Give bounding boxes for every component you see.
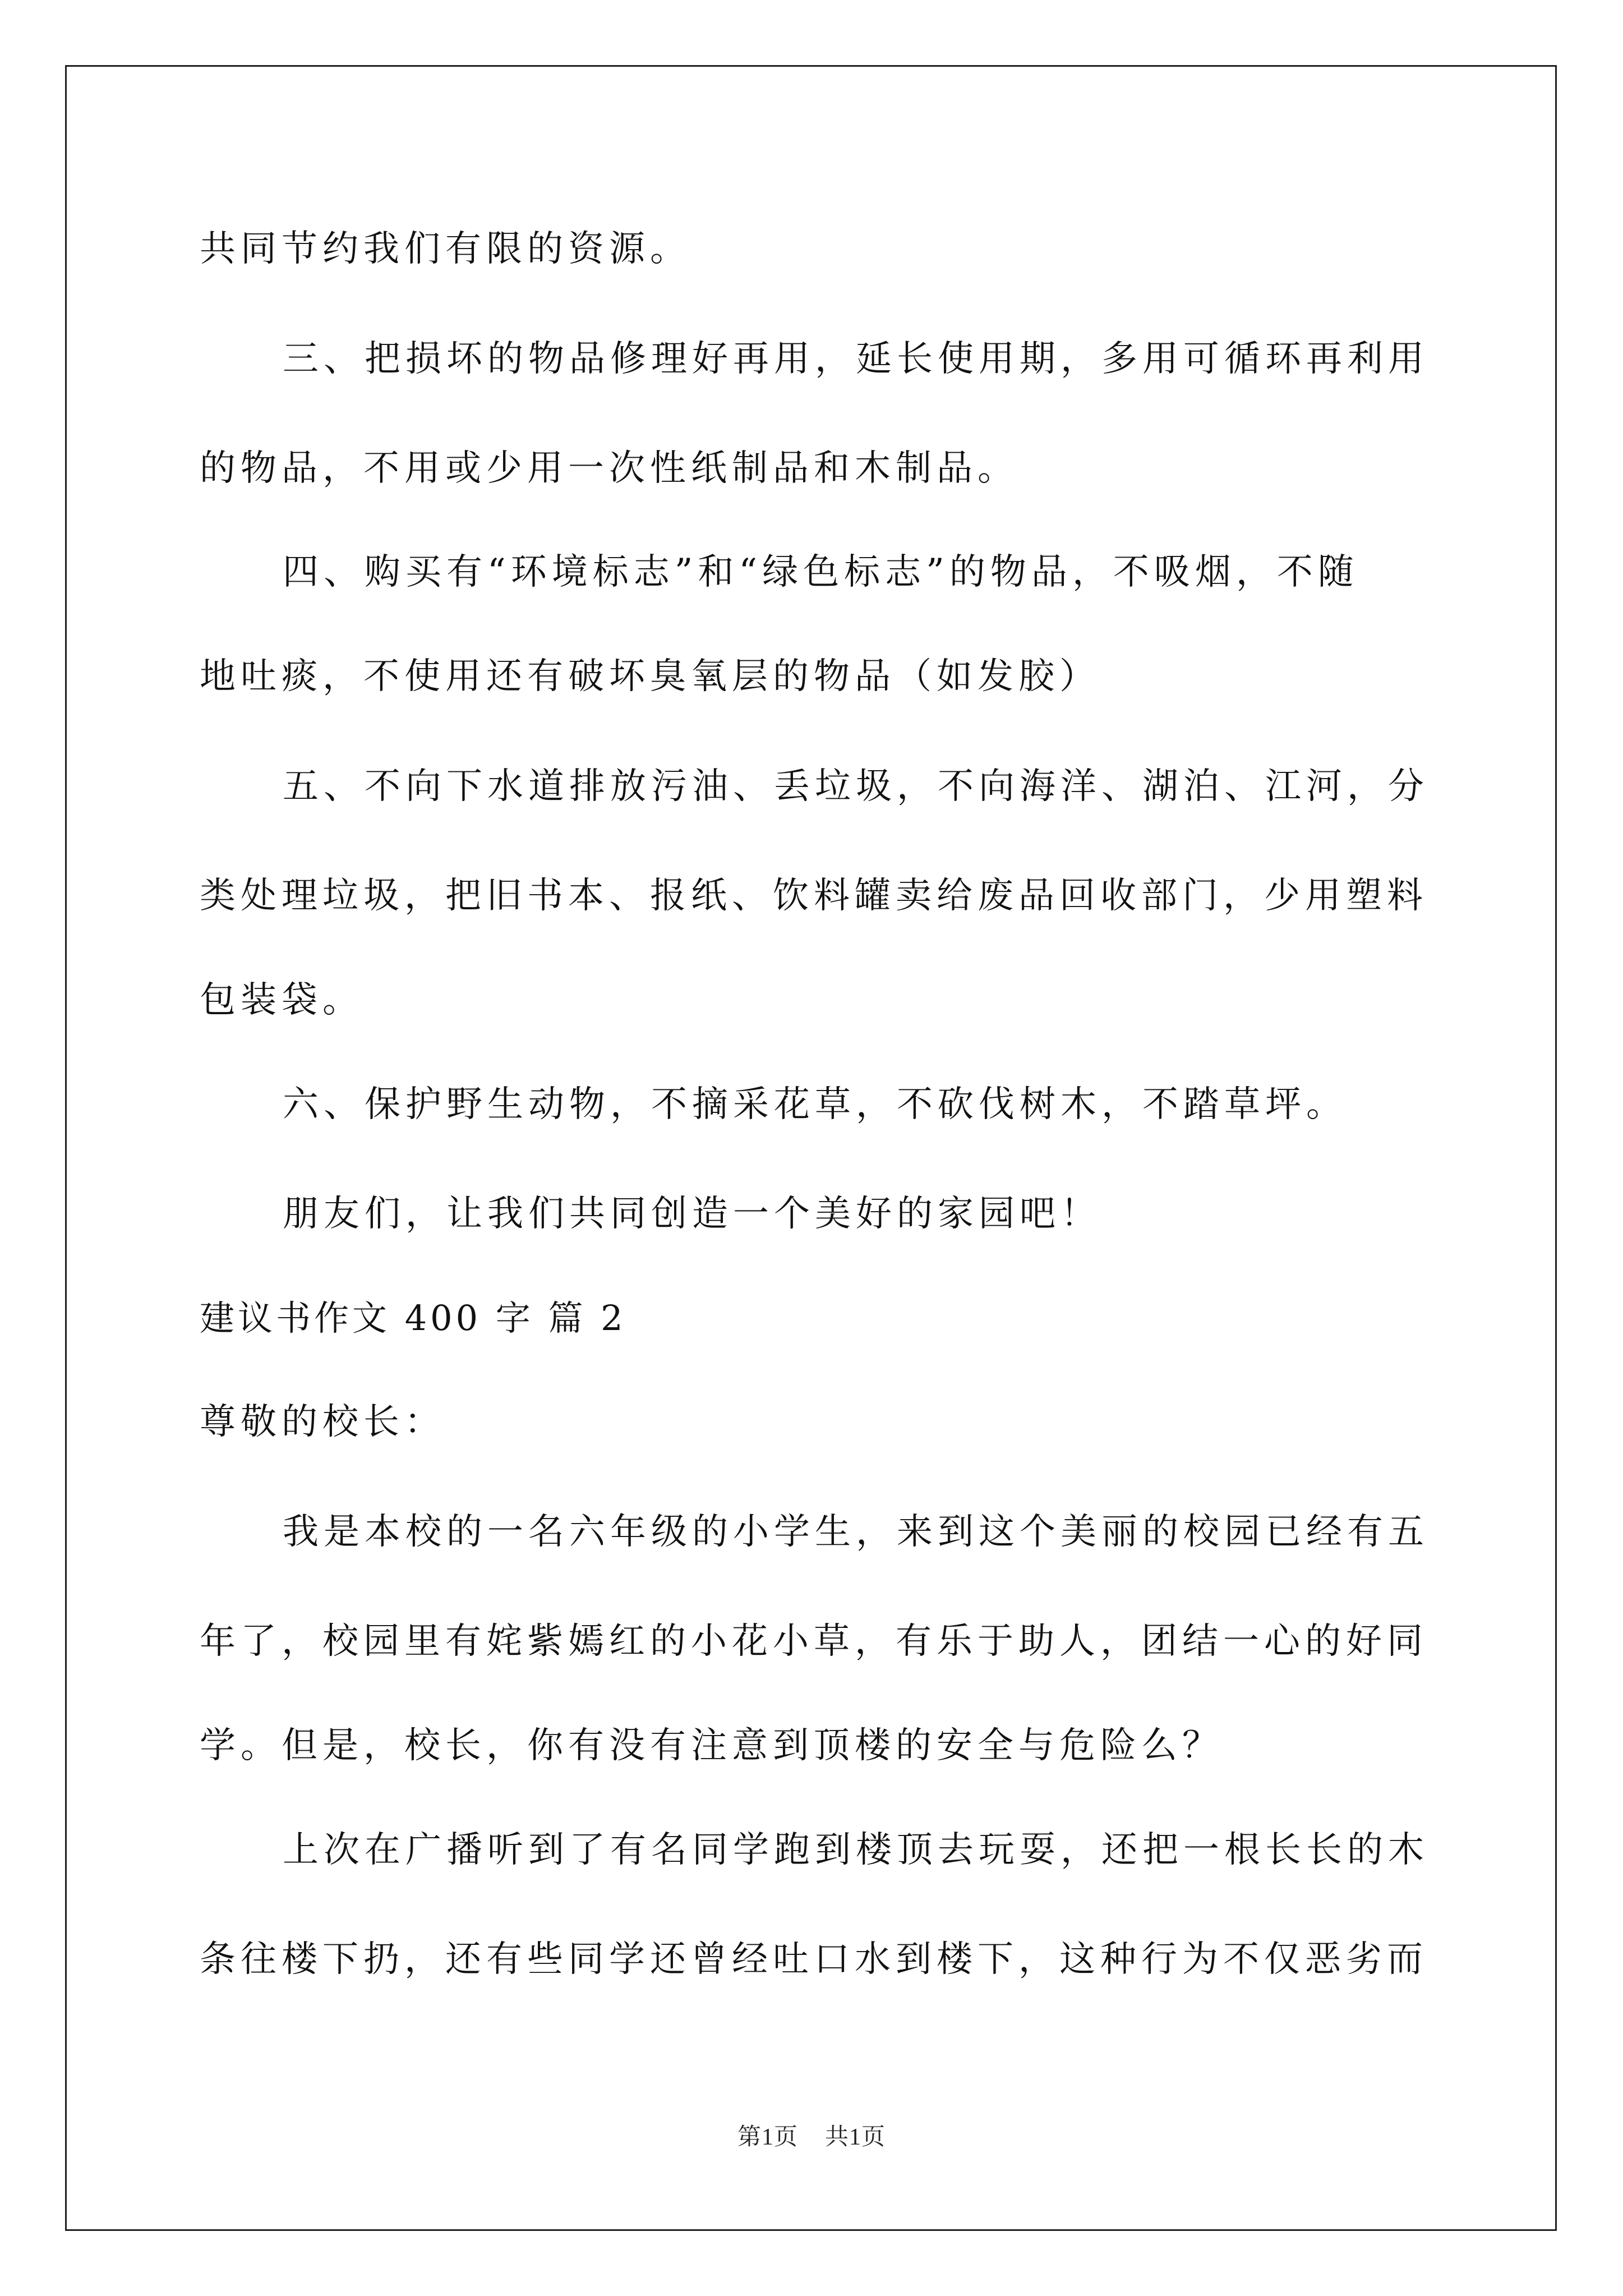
section-heading: 建议书作文 400 字 篇 2 [200,1297,626,1338]
paragraph-line: 上次在广播听到了有名同学跑到楼顶去玩耍，还把一根长长的木 [283,1829,1429,1871]
paragraph-line: 四、购买有“环境标志”和“绿色标志”的物品，不吸烟，不随 [283,551,1359,593]
paragraph-line: 三、把损坏的物品修理好再用，延长使用期，多用可循环再利用 [283,338,1429,380]
paragraph-line: 六、保护野生动物，不摘采花草，不砍伐树木，不踏草坪。 [283,1084,1347,1125]
paragraph-line: 朋友们，让我们共同创造一个美好的家园吧！ [283,1193,1101,1235]
paragraph-line: 五、不向下水道排放污油、丢垃圾，不向海洋、湖泊、江河，分 [283,766,1429,807]
page-total: 共1页 [825,2124,886,2150]
page-border [65,65,1557,2231]
paragraph-line: 的物品，不用或少用一次性纸制品和木制品。 [200,448,1018,489]
paragraph-line: 类处理垃圾，把旧书本、报纸、饮料罐卖给废品回收部门，少用塑料 [200,875,1428,917]
paragraph-line: 共同节约我们有限的资源。 [200,228,691,270]
paragraph-line: 条往楼下扔，还有些同学还曾经吐口水到楼下，这种行为不仅恶劣而 [200,1939,1428,1980]
paragraph-line: 我是本校的一名六年级的小学生，来到这个美丽的校园已经有五 [283,1511,1429,1553]
paragraph-line: 地吐痰，不使用还有破坏臭氧层的物品（如发胶） [200,656,1100,697]
paragraph-line: 包装袋。 [200,979,363,1021]
page-footer [0,2125,1623,2150]
page-number: 第1页 [737,2124,798,2150]
salutation: 尊敬的校长： [200,1401,445,1443]
paragraph-line: 年了，校园里有姹紫嫣红的小花小草，有乐于助人，团结一心的好同 [200,1621,1428,1662]
paragraph-line: 学。但是，校长，你有没有注意到顶楼的安全与危险么？ [200,1725,1223,1766]
